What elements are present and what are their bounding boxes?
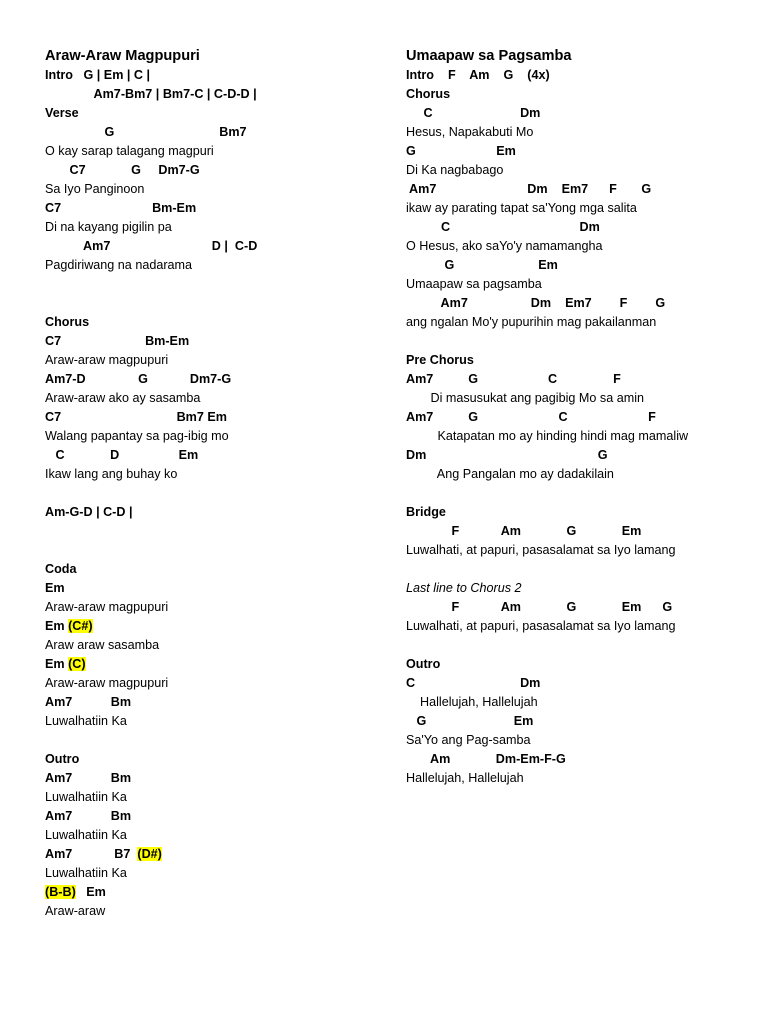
line-text: Pre Chorus [406,353,474,367]
line-text: C D Em [45,448,199,462]
line-text: O kay sarap talagang magpuri [45,144,214,158]
chord-line [45,807,375,826]
chord-line [406,674,756,693]
line-text: Araw-araw ako ay sasamba [45,391,201,405]
line-text: Am7 Bm [45,809,132,823]
lyric-line [406,332,756,351]
line-text: C7 G Dm7-G [45,163,200,177]
line-text: Umaapaw sa pagsamba [406,277,542,291]
chord-line [406,85,756,104]
chord-line [406,66,756,85]
lyric-line [406,617,756,636]
chord-line [45,104,375,123]
line-text: Intro G | Em | C | [45,68,151,82]
line-text: Outro [45,752,80,766]
chord-line [45,332,375,351]
chord-line [45,579,375,598]
chord-line [45,66,375,85]
chord-line [45,617,375,636]
lyric-line [45,256,375,275]
line-text: Ikaw lang ang buhay ko [45,467,178,481]
line-text: Di na kayang pigilin pa [45,220,172,234]
line-text: C Dm [406,220,600,234]
line-text: Luwalhatiin Ka [45,790,127,804]
lyric-line [45,674,375,693]
line-text: Chorus [406,87,451,101]
line-text: Am7 G C F [406,410,656,424]
chord-line [45,370,375,389]
chord-line [45,503,375,522]
lyric-line [45,902,375,921]
lyric-line [406,560,756,579]
lyric-line [45,712,375,731]
line-text: Hallelujah, Hallelujah [406,771,524,785]
line-text: Dm G [406,448,608,462]
lyric-line [45,541,375,560]
lyric-line [406,693,756,712]
line-text: Coda [45,562,77,576]
lyric-line [406,199,756,218]
line-text: Sa Iyo Panginoon [45,182,145,196]
chord-line [406,294,756,313]
line-text: Am7 Bm [45,695,132,709]
line-text: C Dm [406,106,541,120]
chord-line [406,503,756,522]
lyric-line [45,522,375,541]
lyric-line [406,161,756,180]
line-text: Araw-araw magpupuri [45,676,169,690]
song-column-right [406,47,756,788]
line-text: Di Ka nagbabago [406,163,504,177]
chord-line [406,712,756,731]
line-text: Araw-araw [45,904,106,918]
line-text: C Dm [406,676,541,690]
line-text: Bridge [406,505,446,519]
chord-line [45,750,375,769]
lyric-line [45,275,375,294]
lyric-line [406,465,756,484]
chord-line [406,351,756,370]
chord-line [45,408,375,427]
line-text: Verse [45,106,79,120]
line-text: G Em [406,144,516,158]
line-text: Chorus [45,315,90,329]
lyric-line [45,636,375,655]
chord-line [45,237,375,256]
chord-line [45,883,375,902]
line-text: Outro [406,657,441,671]
chord-line [45,769,375,788]
lyric-line [45,598,375,617]
line-text: Em [45,657,69,671]
line-text: ang ngalan Mo'y pupurihin mag pakailanman [406,315,657,329]
line-text: Hallelujah, Hallelujah [406,695,538,709]
line-text: Am7-D G Dm7-G [45,372,232,386]
chord-line [45,123,375,142]
lyric-line [406,541,756,560]
line-text: C7 Bm-Em [45,334,190,348]
lyric-line [45,294,375,313]
lyric-line [45,864,375,883]
line-text: Am7 Bm [45,771,132,785]
line-text: Hesus, Napakabuti Mo [406,125,534,139]
chord-line [406,750,756,769]
highlighted-chord: (C#) [68,619,93,633]
chord-line [45,199,375,218]
lyric-line [406,636,756,655]
line-text: Em [45,619,69,633]
line-text: Am7 G C F [406,372,621,386]
lyric-line [45,218,375,237]
chord-line [406,180,756,199]
lyric-line [45,142,375,161]
chord-line [45,85,375,104]
note-line [406,579,756,598]
line-text: Luwalhati, at papuri, pasasalamat sa Iyo lamang [406,619,676,633]
chord-line [45,161,375,180]
line-text: Luwalhatiin Ka [45,866,127,880]
line-text: Intro F Am G (4x) [406,68,550,82]
line-text: F Am G Em [406,524,642,538]
chord-line [406,446,756,465]
chord-line [406,522,756,541]
line-text: O Hesus, ako saYo'y namamangha [406,239,603,253]
line-text: Ang Pangalan mo ay dadakilain [406,467,614,481]
lyric-line [406,123,756,142]
line-text: F Am G Em G [406,600,673,614]
line-text: C7 Bm7 Em [45,410,227,424]
chord-line [406,370,756,389]
lyric-line [406,731,756,750]
line-text: Am-G-D | C-D | [45,505,133,519]
chord-line [406,104,756,123]
lyric-line [406,389,756,408]
lyric-line [45,484,375,503]
chord-line [406,142,756,161]
line-text: Em [45,581,65,595]
line-text: ikaw ay parating tapat sa'Yong mga salita [406,201,637,215]
lyric-line [45,389,375,408]
chord-line [45,845,375,864]
lyric-line [45,180,375,199]
lyric-line [45,788,375,807]
line-text: G Em [406,258,558,272]
chord-line [45,655,375,674]
song-title: Araw-Araw Magpupuri [45,48,200,64]
lyric-line [406,769,756,788]
line-text: G Em [406,714,534,728]
chord-line [45,446,375,465]
lyric-line [406,275,756,294]
highlighted-chord: (C) [68,657,86,671]
lyric-line [45,731,375,750]
chord-line [406,218,756,237]
lyric-line [45,351,375,370]
line-text: Araw-araw magpupuri [45,600,169,614]
line-text: Katapatan mo ay hinding hindi mag mamaliw [406,429,689,443]
line-text: Am7 B7 [45,847,138,861]
lyric-line [406,427,756,446]
line-text: Last line to Chorus 2 [406,581,522,595]
line-text: Di masusukat ang pagibig Mo sa amin [406,391,644,405]
chord-line [406,256,756,275]
line-text: Am7 D | C-D [45,239,258,253]
chord-line [406,655,756,674]
chord-line [45,693,375,712]
line-text: Am7-Bm7 | Bm7-C | C-D-D | [45,87,257,101]
lyric-line [45,465,375,484]
line-text: Luwalhatiin Ka [45,828,127,842]
song-title: Umaapaw sa Pagsamba [406,48,572,64]
lyric-line [45,427,375,446]
line-text: Am7 Dm Em7 F G [406,182,652,196]
line-text: Luwalhatiin Ka [45,714,127,728]
line-text: G Bm7 [45,125,247,139]
line-text: Am Dm-Em-F-G [406,752,566,766]
highlighted-chord: (D#) [137,847,162,861]
lyric-line [45,826,375,845]
highlighted-chord: (B-B) [45,885,76,899]
chord-line [45,313,375,332]
chord-line [45,560,375,579]
line-text: Am7 Dm Em7 F G [406,296,666,310]
line-text: Sa'Yo ang Pag-samba [406,733,531,747]
lyric-line [406,484,756,503]
line-text: Walang papantay sa pag-ibig mo [45,429,229,443]
line-text: Luwalhati, at papuri, pasasalamat sa Iyo lamang [406,543,676,557]
line-text: C7 Bm-Em [45,201,197,215]
lyric-line [406,313,756,332]
line-text: Araw araw sasamba [45,638,160,652]
lyric-line [406,237,756,256]
line-text: Araw-araw magpupuri [45,353,169,367]
song-lines [45,66,375,921]
song-lines [406,66,756,788]
chord-line [406,598,756,617]
song-column-left [45,47,375,921]
line-text: Em [75,885,106,899]
chord-line [406,408,756,427]
line-text: Pagdiriwang na nadarama [45,258,193,272]
